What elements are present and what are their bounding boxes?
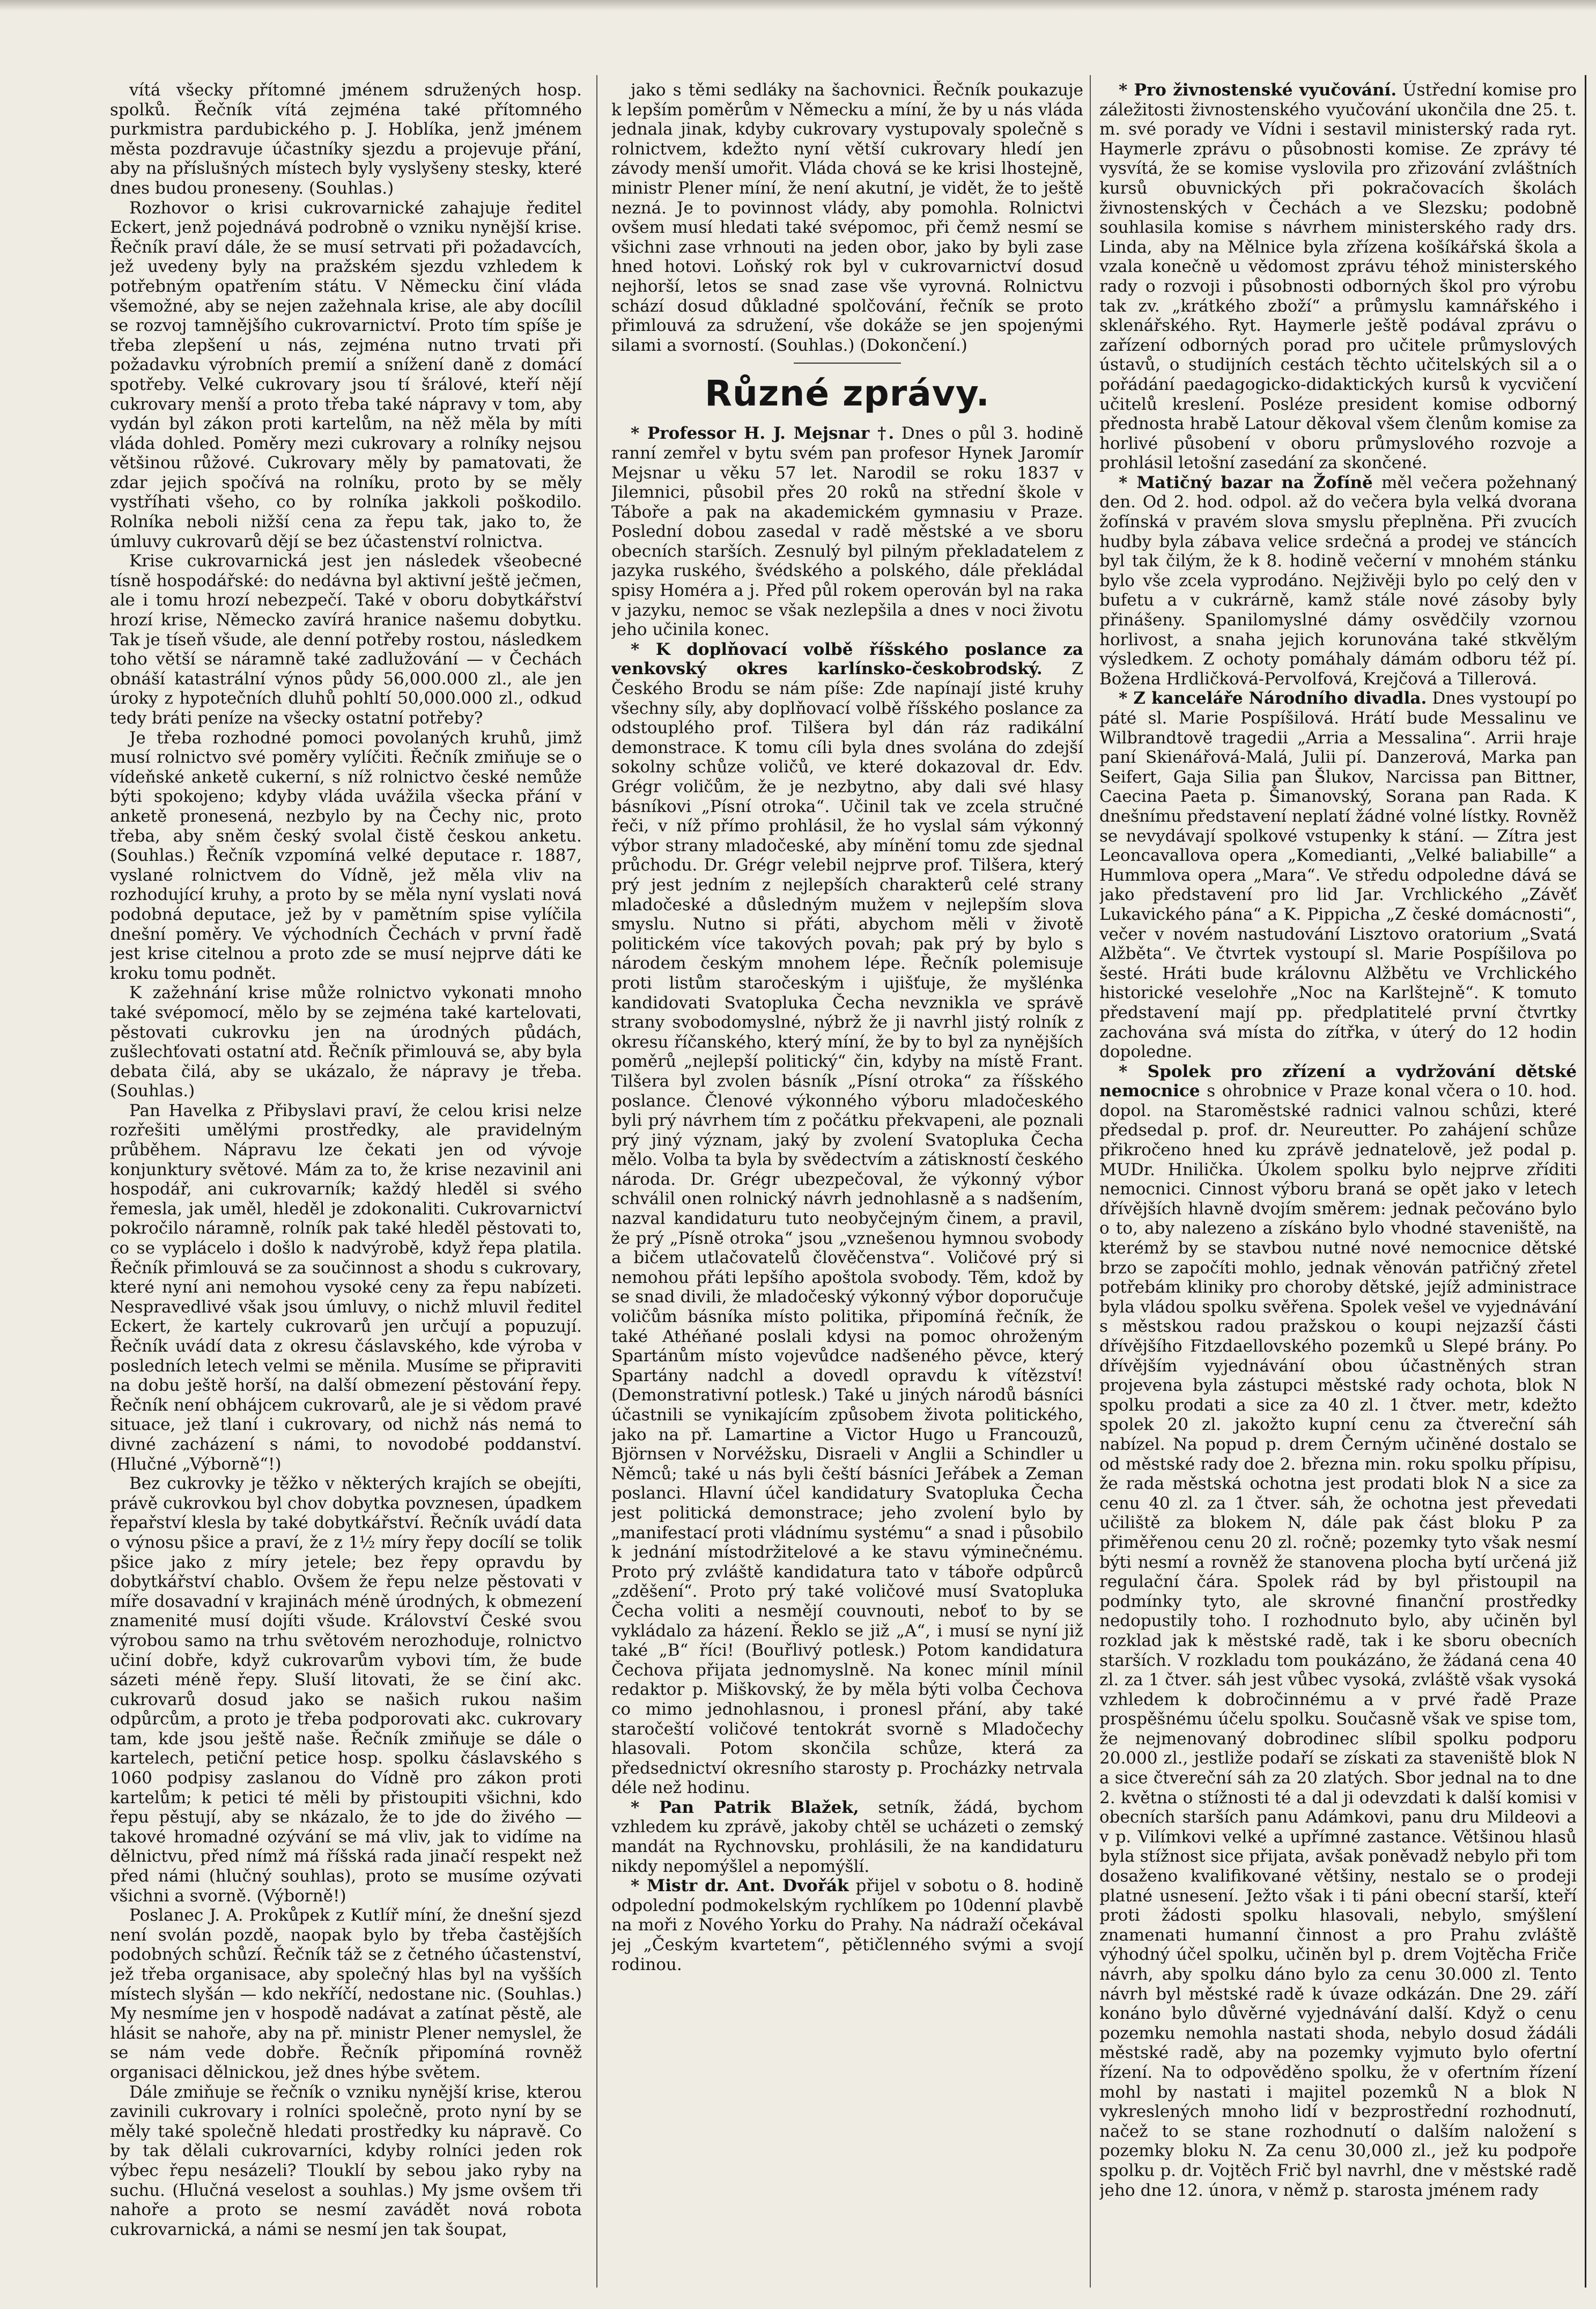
news-item-heading: * K doplňovací volbě říšského poslance za venkovský okres karlínsko-českobrodský. [611,639,1083,679]
news-item-heading: * Mistr dr. Ant. Dvořák [631,1876,849,1896]
paragraph: Poslanec J. A. Prokůpek z Kutlíř míní, že dnešní sjezd není svolán pozdě, naopak bylo by třeba častějších podobných schůzí. Řečník táž se z četného účastenství, jež třeba organisace, aby společný hlas byl na vyšších místech slyšán — kdo nekříčí, nedostane nic. (Souhlas.) My nesmíme jen v hospodě nadávat a zatínat pěstě, ale hlásit se nahoře, aby na př. ministr Plener nemyslel, že se nám vede dobře. Řečník připomíná rovněž organisaci dělnickou, jež dnes hýbe světem. [110,1906,582,2082]
paragraph: Dále zmiňuje se řečník o vzniku nynější krise, kterou zavinili cukrovary i rolníci společně, proto nyní by se měly také společně hledati prostředky ku nápravě. Co by tak dělali cukrovarníci, kdyby rolníci jeden rok výbec řepu nesázeli? Tlouklí by sebou jako ryby na suchu. (Hlučná veselost a souhlas.) My jsme ovšem tři nahoře a proto se nesmí zavádět nová robota cukrovarnická, a námi se nesmí jen tak šoupat, [110,2082,582,2239]
section-divider [794,363,901,364]
column-rule-1 [596,75,597,2288]
news-item [611,424,1083,640]
news-item-text: měl večera požehnaný den. Od 2. hod. odpol. až do večera byla velká dvorana žofínská v pravém slova smyslu přeplněna. Při zvucích hudby byla zábava velice srdečná a prodej ve stáncích byl tak čilým, že k 8. hodině večerní v mnohém stánku bylo vše zcela vyprodáno. Nejživěji bylo po celý den v bufetu a v cukrárně, kamž stále nové zásoby byly přinášeny. Spanilomyslné dámy osvědčily vzornou horlivost, a snaha jejich korunována také stkvělým výsledkem. Z ochoty pomáhaly dámám odboru též pí. Božena Hrdličková-Pervolfová, Krejčová a Tillerová. [1099,473,1577,689]
column-2 [611,80,1083,2288]
news-item-heading: * Pan Patrik Blažek, [631,1797,859,1817]
news-item [1099,473,1577,689]
news-item [611,1876,1083,1974]
column-3 [1099,80,1577,2288]
paragraph: Krise cukrovarnická jest jen následek všeobecné tísně hospodářské: do nedávna byl aktivní ještě ječmen, ale i tomu hrozí nebezpečí. Také v oboru dobytkářství hrozí krise, Německo zavírá hranice našemu dobytku. Tak je tíseň všude, ale denní potřeby rostou, následkem toho větší se náramně také zadlužování — v Čechách obnáší katastrální výnos půdy 56,000.000 zl., ale jen úroky z hypotečních dluhů pohltí 50,000.000 zl., odkud tedy bráti peníze na všecky ostatní potřeby? [110,551,582,728]
news-item-text: Dnes vystoupí po páté sl. Marie Pospíšilová. Hrátí bude Messalinu ve Wilbrandtově tragedii „Arria a Messalina“. Arrii hraje paní Skienářová-Malá, Julii pí. Danzerová, Marka pan Seifert, Gaja Silia pan Šlukov, Narcissa pan Bittner, Caecina Paeta p. Šimanovský, Sorana pan Rada. K dnešnímu představení neplatí žádné volné lístky. Rovněž se nevydávají spolkové vstupenky k stání. — Zítra jest Leoncavallova opera „Komedianti, „Velké baliabille“ a Hummlova opera „Mara“. Ve středu odpoledne dává se jako představení pro lid Jar. Vrchlického „Závěť Lukavického pána“ a K. Pippicha „Z české domácnosti“, večer v novém nastudování Lisztovo oratorium „Svatá Alžběta“. Ve čtvrtek vystoupí sl. Marie Pospíšilova po šesté. Hráti bude královnu Alžbětu ve Vrchlického historické veselohře „Noc na Karlštejně“. K tomuto představení mají pp. předplatitelé první čtvrtky zachována svá místa do zítřka, v úterý do 12 hodin dopoledne. [1099,689,1577,1062]
news-item-text: přijel v sobotu o 8. hodině odpolední podmokelským rychlíkem po 10denní plavbě na moři z Nového Yorku do Prahy. Na nádraží očekával jej „Českým kvartetem“, pětičlenného svými a svojí rodinou. [611,1876,1083,1974]
news-item-text: Z Českého Brodu se nám píše: Zde napínají jisté kruhy všechny síly, aby doplňovací volbě říšského poslance za odstouplého prof. Tilšera byl dán ráz radikální demonstrace. K tomu cíli byla dnes svolána do zdejší sokolny schůze voličů, ve které dokazoval dr. Edv. Grégr voličům, že je nezbytno, aby dali své hlasy básníkovi „Písní otroka“. Učinil tak ve zcela stručné řeči, v níž přímo prohlásil, že ho vyslal sám výkonný výbor strany mladočeské, aby mínění tomu zde sjednal průchodu. Dr. Grégr velebil nejprve prof. Tilšera, který prý jest jedním z nejlepších charakterů celé strany mladočeské a důsledným mužem v nejlepším slova smyslu. Nutno si přáti, abychom měli v životě politickém více takových povah; pak prý by bylo s národem českým mnohem lépe. Řečník polemisuje proti listům staročeským i ujišťuje, že myšlénka kandidovati Svatopluka Čecha nevznikla ve správě strany svobodomyslné, nýbrž že ji navrhl jistý rolník z okresu říčanského, který míní, že by to byl za nynějších poměrů „nejlepší politický“ čin, kdyby na místě Frant. Tilšera byl zvolen básník „Písní otroka“ za říšského poslance. Členové výkonného výboru mladočeského byli prý návrhem tím z počátku překvapeni, ale poznali prý jiný význam, jaký by zvolení Svatopluka Čecha mělo. Volba ta byla by svědectvím a zátiskností českého národa. Dr. Grégr ubezpečoval, že výkonný výbor schválil onen rolnický návrh jednohlasně a s nadšením, nazval kandidaturu tuto neobyčejným činem, a pravil, že prý „Písně otroka“ jsou „vznešenou hymnou svobody a bičem utlačovatelů člověčenstva“. Voličové prý si nemohou přáti lepšího apoštola svobody. Těm, kdož by se snad divili, že mladočeský výkonný výbor doporučuje voličům básníka místo politika, připomíná řečník, že také Athéňané poslali kdysi na pomoc ohroženým Spartánům místo vojevůdce nadšeného pěvce, který Spartány nadchl a dovedl opravdu k vítězství! (Demonstrativní potlesk.) Také u jiných národů básníci účastnili se vynikajícím způsobem života politického, jako na př. Lamartine a Victor Hugo u Francouzů, Björnsen v Norvéžsku, Disraeli v Anglii a Schindler u Němců; také u nás byli čeští básníci Jeřábek a Zeman poslanci. Hlavní účel kandidatury Svatopluka Čecha jest politická demonstrace; jeho zvolení bylo by „manifestací proti vládnímu systému“ a snad i působilo k jednání místodržitelové a ke stavu výminečnému. Proto prý zvláště kandidatura tato v táboře odpůrců „zděšení“. Proto prý také voličové musí Svatopluka Čecha voliti a nesmějí couvnouti, neboť to by se vykládalo za házení. Řeklo se již „A“, i musí se nyní již také „B“ říci! (Bouřlivý potlesk.) Potom kandidatura Čechova přijata jednomyslně. Na konec mínil mínil redaktor p. Miškovský, že by měla býti volba Čechova co mimo jednohlasnou, i pronesl přání, aby také staročeští voličové tentokrát svorně s Mladočechy hlasovali. Potom skončila schůze, která za předsednictví okresního starosty p. Procházky netrvala déle než hodinu. [611,659,1083,1798]
column-rule-2 [1090,75,1091,2288]
news-item [1099,689,1577,1061]
news-item-text: setník, žádá, bychom vzhledem ku zprávě, jakoby chtěl se ucházeti o zemský mandát na Rychnovsku, prohlásili, že na kandidaturu nikdy nepomýšlel a nepomýšlí. [611,1797,1083,1876]
paragraph: Bez cukrovky je těžko v některých krajích se obejíti, právě cukrovkou byl chov dobytka povznesen, úpadkem řepařství klesla by také dobytkářství. Řečník uvádí data o výnosu pšice a praví, že z 1½ míry řepy docílí se tolik pšice jako z míry jetele; bez řepy opravdu by dobytkářství chablo. Ovšem že řepu nelze pěstovati v míře dosavadní v krajinách méně úrodných, k obmezení znamenité musí dojíti všude. Království České svou výrobou samo na trhu světovém nerozhoduje, rolnictvo učiní dobře, když cukrovarům vybovi tím, že bude sázeti méně řepy. Sluší litovati, že se činí akc. cukrovarů dosud jako se našich rukou našim odpůrcům, a proto je třeba podporovati akc. cukrovary tam, kde jsou ještě naše. Řečník zmiňuje se dále o kartelech, petiční petice hosp. spolku čáslavského s 1060 podpisy zaslanou do Vídně pro zákon proti kartelům; k petici té měli by přistoupiti všichni, kdo řepu pěstují, aby se nkázalo, že to jde do živého — takové hromadné ozývání se má vliv, jak to vidíme na dělnictvu, před nímž má říšská rada jinačí respekt než před námi (hlučný souhlas), proto se musíme ozývati všichni a svorně. (Výborně!) [110,1474,582,1906]
news-item [611,640,1083,1798]
column-1 [110,80,582,2288]
news-item-heading: * Spolek pro zřízení a vydržování dětské nemocnice [1099,1061,1577,1101]
paragraph: K zažehnání krise může rolnictvo vykonati mnoho také svépomocí, mělo by se zejména také kartelovati, pěstovati cukrovku jen na úrodných půdách, zušlechťovati ostatní atd. Řečník přimlouvá se, aby byla debata čilá, aby se ukázalo, že nápravy je třeba. (Souhlas.) [110,983,582,1101]
news-item-heading: * Professor H. J. Mejsnar †. [631,424,895,444]
page-top-shadow [0,0,1596,11]
paragraph: jako s těmi sedláky na šachovnici. Řečník poukazuje k lepším poměrům v Německu a míní, že by u nás vláda jednala jinak, kdyby cukrovary vystupovaly společně s rolnictvem, kdežto nyní větší cukrovary hledí jen závody menší umořit. Vláda chová se ke krisi lhostejně, ministr Plener míní, že není akutní, je vidět, že to ještě nezná. Je to povinnost vlády, aby pomohla. Rolnictvi ovšem musí hledati také svépomoc, při čemž nesmí se všichni zase vrhnouti na jeden obor, jako by byli zase hned hotovi. Loňský rok byl v cukrovarnictví dosud nejhorší, letos se snad zase vše vyrovná. Rolnictvu schází dosud důkladné spolčování, řečník se proto přimlouvá za sdružení, vše dokáže se jen spojenými silami a svorností. (Souhlas.) (Dokončení.) [611,80,1083,355]
paragraph: Rozhovor o krisi cukrovarnické zahajuje ředitel Eckert, jenž pojednává podrobně o vzniku nynější krise. Řečník praví dále, že se musí setrvati při požadavcích, jež uvedeny byly na pražském sjezdu vzhledem k potřebným opatřením státu. V Německu činí vláda všemožné, aby se nejen zažehnala krise, ale aby docílil se rozvoj tamnějšího cukrovarnictví. Proto tím spíše je třeba zlepšení u nás, zejména nutno trvati při požadavku výrobních premií a snížení daně z domácí spotřeby. Velké cukrovary jsou tí šrálové, kteří nějí cukrovary menší a proto třeba také nápravy v tom, aby vydán byl zákon proti kartelům, na něž měla by míti vláda dohled. Poměry mezi cukrovary a rolníky nejsou většinou růžové. Cukrovary měly by pamatovati, že zdar jejich spočívá na rolníku, proto by se měly vystříhati všeho, co by rolníka jakkoli poškodilo. Rolníka neboli nižší cena za řepu tak, jako to, že úmluvy cukrovarů dějí se bez účastenství rolnictva. [110,198,582,551]
news-item [1099,80,1577,473]
news-item [611,1798,1083,1876]
section-title: Různé zprávy. [705,373,990,415]
page-right-edge [1585,75,1586,2288]
paragraph: Pan Havelka z Přibyslavi praví, že celou krisi nelze rozřešiti umělými prostředky, ale pravidelným průběhem. Nápravu lze čekati jen od vývoje konjunktury světové. Mám za to, že krise nezavinil ani hospodář, ani cukrovarník; každý hleděl si svého řemesla, jak uměl, hleděl je zdokonaliti. Cukrovarnictví pokročilo náramně, rolník pak také hleděl pěstovati to, co se vyplácelo i došlo k nadvýrobě, když řepa platila. Řečník přimlouvá se za součinnost a shodu s cukrovary, které nyní ani nemohou vysoké ceny za řepu nabízeti. Nespravedlivé však jsou úmluvy, o nichž mluvil ředitel Eckert, že kartely cukrovarů jen určují a popuzují. Řečník uvádí data z okresu čáslavského, kde výroba v posledních letech velmi se měnila. Musíme se připraviti na dobu ještě horší, na další obmezení pěstování řepy. Řečník není obhájcem cukrovarů, ale je si vědom pravé situace, jež tlaní i cukrovary, od nichž nás nemá to divné zacházení s námi, to novodobé poddanství. (Hlučné „Výborně“!) [110,1101,582,1474]
paragraph: Je třeba rozhodné pomoci povolaných kruhů, jimž musí rolnictvo své poměry vylíčiti. Řečník zmiňuje se o vídeňské anketě cukerní, s níž rolnictvo české nemůže býti spokojeno; kdyby vláda uvážila všecka přání v anketě pronesená, nezbylo by na Čechy nic, proto třeba, aby sněm český svolal čistě českou anketu. (Souhlas.) Řečník vzpomíná velké deputace r. 1887, vyslané rolnictvem do Vídně, jež měla vliv na rozhodující kruhy, a proto by se měla nyní vyslati nová podobná deputace, jež by v pamětním spise vylíčila dnešní poměry. Ve východních Čechách v první řadě jest krise citelnou a proto zde se musí nejprve dáti ke kroku tomu podnět. [110,728,582,983]
news-item-text: s ohrobnice v Praze konal včera o 10. hod. dopol. na Staroměstské radnici valnou schůzi, které předsedal p. prof. dr. Neureutter. Po zahájení schůze přikročeno hned ku zprávě jednatelově, jež podal p. MUDr. Hnilička. Úkolem spolku bylo nejprve zříditi nemocnici. Cinnost výboru braná se opět jako v letech dřívějších hlavně dvojím směrem: jednak pečováno bylo o to, aby nalezeno a získáno bylo vhodné staveniště, na kterémž by se stavbou nutné nové nemocnice dětské brzo se započíti mohlo, jednak věnován patřičný zřetel potřebám kliniky pro choroby dětské, jejíž administrace byla vládou spolku svěřena. Spolek vešel ve vyjednávání s městskou radou pražskou o koupi nejzazší části dřívějšího Fitzdaellovského pozemků u Slepé brány. Po dřívějším vyjednávání obou účastněných stran projevena byla zástupci městské rady ochota, blok N spolku prodati a sice za 40 zl. 1 čtver. metr, kdežto spolek 20 zl. jakožto kupní cenu za čtvereční sáh nabízel. Na popud p. drem Černým učiněné dostalo se od městské rady doe 2. března min. roku spolku přípisu, že rada městská ochotna jest prodati blok N a sice za cenu 40 zl. za 1 čtver. sáh, že ochotna jest převedati učiliště za blokem N, dále pak část bloku P za přiměřenou cenu 20 zl. ročně; pozemky tyto však nesmí býti nesmí a rovněž že stanovena plocha bytí určená již regulační čára. Spolek rád by byl přistoupil na podmínky tyto, ale skrovné finanční prostředky nedopustily toho. I rozhodnuto bylo, aby učiněn byl rozklad jak k městské radě, tak i ke sboru obecních starších. V rozkladu tom poukázáno, že žádaná cena 40 zl. za 1 čtver. sáh jest vůbec vysoká, zvláště však vysoká vzhledem k dobročinnému a v prvé řadě Praze prospěšnému účelu spolku. Současně však ve spise tom, že nejmenovaný dobrodinec slíbil spolku podporu 20.000 zl., jestliže podaří se získati za staveniště blok N a sice čtvereční sáh za 20 zlatých. Sbor jednal na to dne 2. května o stížnosti té a dal ji odevzdati k další komisi v obecních starších panu Adámkovi, panu dru Mildeovi a v p. Vilímkovi velké a upřímné zastance. Většinou hlasů byla stížnost sice přijata, avšak poněvadž nebylo při tom dosaženo kvalifikované většiny, nestalo se o prodeji platné usnesení. Ježto však i ti páni obecní starší, kteří proti žádosti spolku hlasovali, nebylo, smýšlení znamenati humanní činnost a pro Prahu zvláště výhodný účel spolku, učiněn byl p. drem Vojtěcha Friče návrh, aby spolku dáno bylo za cenu 30.000 zl. Tento návrh byl městské radě k úvaze odkázán. Dne 29. září konáno bylo důvěrné vyjednávání další. Když o cenu pozemku nemohla nastati shoda, nebylo dosud žádáli městské radě, aby na pozemky vyjmuto bylo ofertní řízení. Na to odpověděno spolku, že v ofertním řízení mohl by nastati i majitel pozemků N a blok N vykreslených mnoho lidí v bezprostřední rozhodnutí, načež to se stane rozhodnutí o dalším naložení s pozemky bloku N. Za cenu 30,000 zl., jež ku podpoře spolku p. dr. Vojtěch Frič byl navrhl, dne v městské radě jeho dne 12. února, v němž p. starosta jménem rady [1099,1081,1577,2200]
news-item [1099,1062,1577,2200]
news-item-text: Ústřední komise pro záležitosti živnostenského vyučování ukončila dne 25. t. m. své porady ve Vídni i sestavil ministerský rada ryt. Haymerle zprávu o působnosti komise. Ze zprávy té vysvítá, že se komise vyslovila pro zřizování zvláštních kursů obuvnických při pokračovacích školách živnostenských v Čechách a ve Slezsku; podobně souhlasila komise s návrhem ministerského rady drs. Linda, aby na Mělnice byla zřízena košíkářská škola a vzala konečně u vědomost zprávu téhož ministerského rady o rozvoji i působnosti odborných škol pro výrobu tak zv. „krátkého zboží“ a průmyslu kamnářského i sklenářského. Ryt. Haymerle ještě podával zprávu o zařízení odborných porad pro učitele průmyslových ústavů, o studijních cestách těchto učitelských sil a o pořádání paedagogicko-didaktických kursů k vycvičení učitelů kreslení. Posléze president komise odborný přednosta hrabě Latour děkoval všem členům komise za horlivé působení v oboru průmyslového rozvoje a prohlásil letošní zasedání za skončené. [1099,80,1577,473]
news-item-heading: * Z kanceláře Národního divadla. [1119,689,1427,709]
news-item-heading: * Matičný bazar na Žofíně [1119,473,1373,492]
news-item-text: Dnes o půl 3. hodině ranní zemřel v bytu svém pan profesor Hynek Jaromír Mejsnar u věku 57 let. Narodil se roku 1837 v Jilemnici, působil přes 20 roků na střední škole v Táboře a pak na akademickém gymnasiu v Praze. Poslední dobou zasedal v radě městské a ve sboru obecních starších. Zesnulý byl pilným překladatelem z jazyka ruského, švédského a polského, dále překládal spisy Homéra a j. Před půl rokem operován byl na raka v jazyku, nemoc se však nezlepšila a dnes v noci životu jeho učinila konec. [611,424,1083,640]
news-item-heading: * Pro živnostenské vyučování. [1119,80,1397,100]
paragraph: vítá všecky přítomné jménem sdružených hosp. spolků. Řečník vítá zejména také přítomného purkmistra pardubického p. J. Hoblíka, jenž jménem města pozdravuje účastníky sjezdu a projevuje přání, aby na příslušných místech byly vyslyšeny stesky, které dnes budou proneseny. (Souhlas.) [110,80,582,198]
